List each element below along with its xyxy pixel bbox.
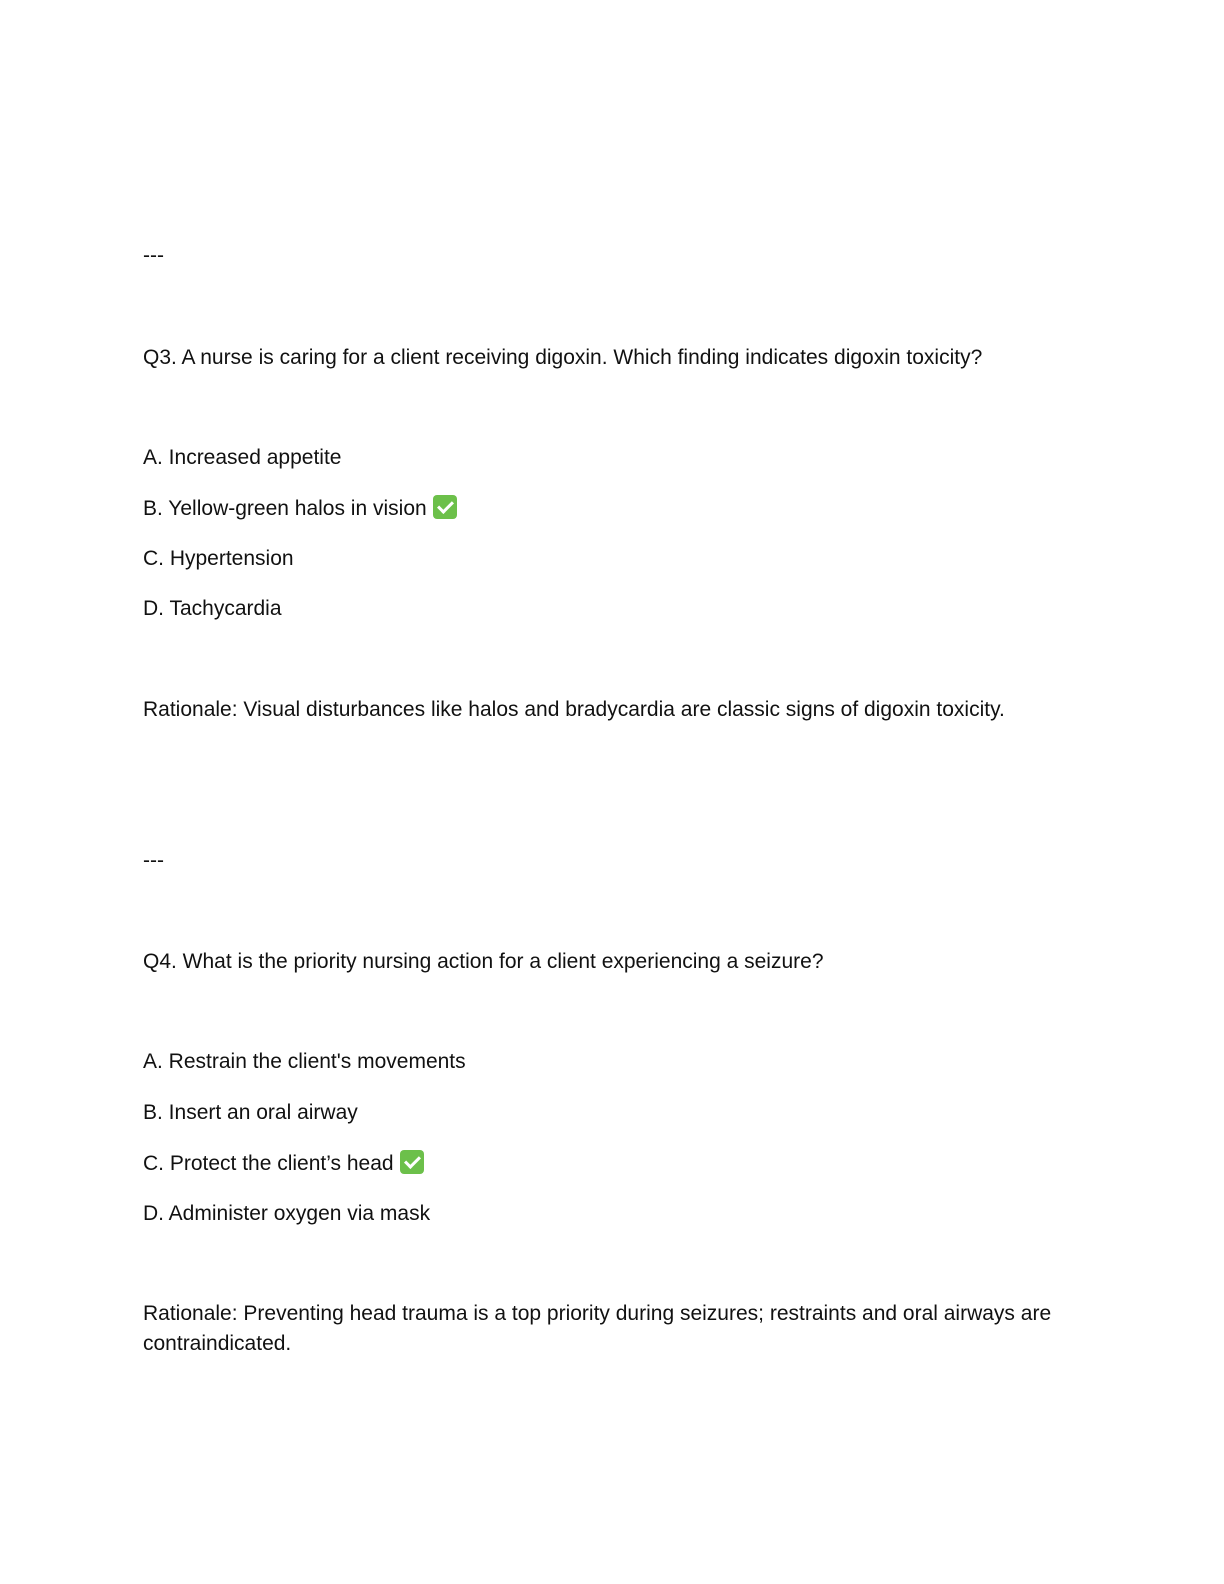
q4-option-a: A. Restrain the client's movements xyxy=(143,1050,466,1073)
q3-option-b-row xyxy=(143,495,457,522)
q3-rationale: Rationale: Visual disturbances like halos and bradycardia are classic signs of digoxin toxicity. xyxy=(143,698,1005,721)
q3-option-a: A. Increased appetite xyxy=(143,446,342,469)
q3-option-d: D. Tachycardia xyxy=(143,597,282,620)
q4-option-c-row xyxy=(143,1150,424,1177)
q4-separator: --- xyxy=(143,849,164,872)
q4-rationale: Rationale: Preventing head trauma is a top priority during seizures; restraints and oral airways are contraindicated. xyxy=(143,1302,1052,1355)
q4-question: Q4. What is the priority nursing action for a client experiencing a seizure? xyxy=(143,950,824,973)
q4-option-c: C. Protect the client’s head xyxy=(143,1152,394,1175)
q3-option-b: B. Yellow-green halos in vision xyxy=(143,497,427,520)
q3-question: Q3. A nurse is caring for a client receiving digoxin. Which finding indicates digoxin toxicity? xyxy=(143,346,983,369)
q3-separator: --- xyxy=(143,244,164,267)
check-mark-icon xyxy=(433,495,457,519)
q3-option-c: C. Hypertension xyxy=(143,547,294,570)
check-mark-icon xyxy=(400,1150,424,1174)
q4-option-d: D. Administer oxygen via mask xyxy=(143,1202,431,1225)
q4-option-b: B. Insert an oral airway xyxy=(143,1101,358,1124)
